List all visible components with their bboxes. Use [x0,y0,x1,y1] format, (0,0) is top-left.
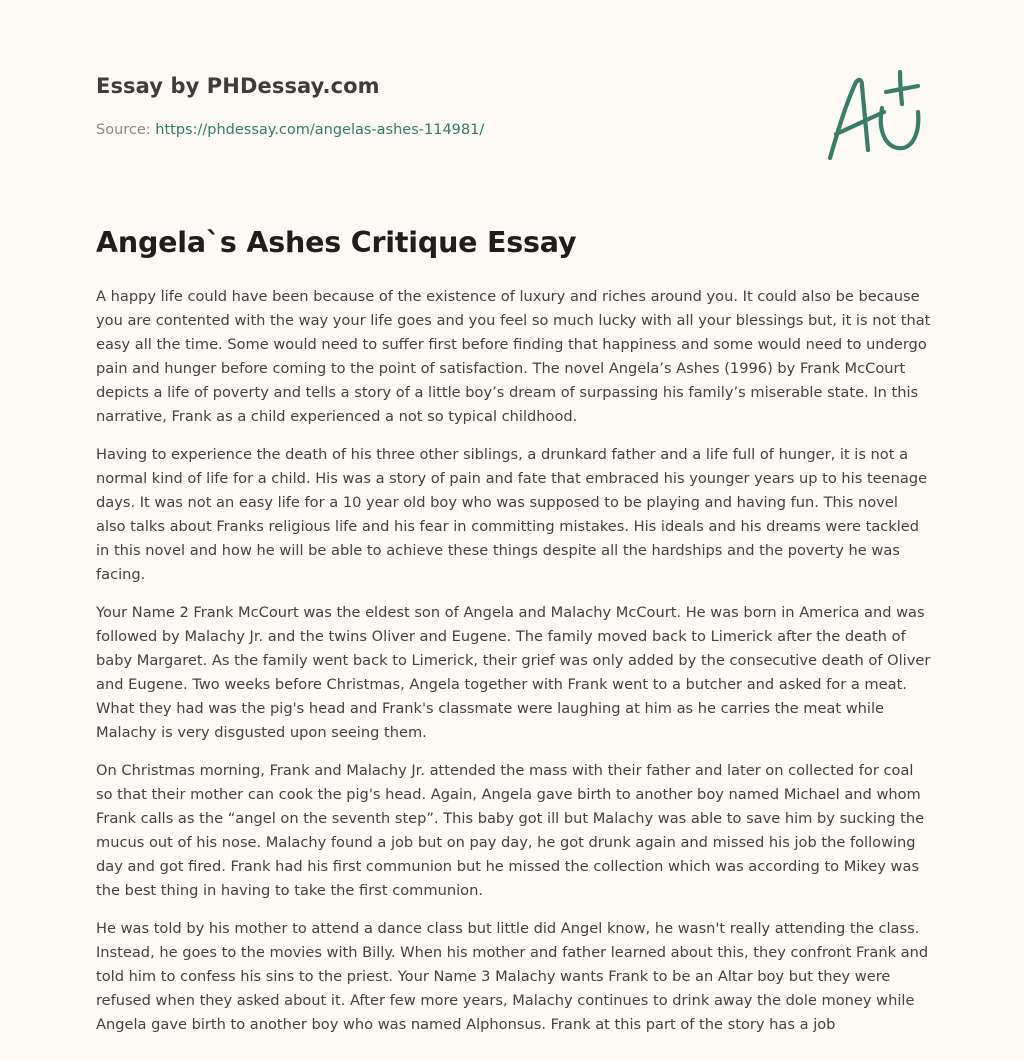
essay-title: Angela`s Ashes Critique Essay [96,226,577,259]
a-plus-grade-icon [822,68,926,164]
essay-paragraph: Having to experience the death of his three other siblings, a drunkard father and a life full of hunger, it is not a normal kind of life for a child. His was a story of pain and fate that embraced his younger years up to his teenage days. It was not an easy life for a 10 year old boy who was supposed to be playing and having fun. This novel also talks about Franks religious life and his fear in committing mistakes. His ideals and his dreams were tackled in this novel and how he will be able to achieve these things despite all the hardships and the poverty he was facing. [96,446,928,583]
source-link[interactable]: https://phdessay.com/angelas-ashes-114981/ [155,122,485,138]
essay-paragraph: Your Name 2 Frank McCourt was the eldest son of Angela and Malachy McCourt. He was born in America and was followed by Malachy Jr. and the twins Oliver and Eugene. The family moved back to Limerick after the death of baby Margaret. As the family went back to Limerick, their grief was only added by the consecutive death of Oliver and Eugene. Two weeks before Christmas, Angela together with Frank went to a butcher and asked for a meat. What they had was the pig's head and Frank's classmate were laughing at him as he carries the meat while Malachy is very disgusted upon seeing them. [96,604,931,741]
source-line [96,122,936,138]
essay-paragraph: On Christmas morning, Frank and Malachy Jr. attended the mass with their father and later on collected for coal so that their mother can cook the pig's head. Again, Angela gave birth to another boy named Michael and whom Frank calls as the “angel on the seventh step”. This baby got ill but Malachy was able to save him by sucking the mucus out of his nose. Malachy found a job but on pay day, he got drunk again and missed his job the following day and got fired. Frank had his first communion but he missed the collection which was according to Mikey was the best thing in having to take the first communion. [96,762,925,899]
essay-body [96,285,932,1051]
source-label: Source: [96,122,156,138]
essay-paragraph: A happy life could have been because of the existence of luxury and riches around you. It could also be because you are contented with the way your life goes and you feel so much lucky with all your blessings but, it is not that easy all the time. Some would need to suffer first before finding that happiness and some would need to undergo pain and hunger before coming to the point of satisfaction. The novel Angela’s Ashes (1996) by Frank McCourt depicts a life of poverty and tells a story of a little boy’s dream of surpassing his family’s miserable state. In this narrative, Frank as a child experienced a not so typical childhood. [96,288,931,425]
essay-paragraph: He was told by his mother to attend a dance class but little did Angel know, he wasn't really attending the class. Instead, he goes to the movies with Billy. When his mother and father learned about this, they confront Frank and told him to confess his sins to the priest. Your Name 3 Malachy wants Frank to be an Altar boy but they were refused when they asked about it. After few more years, Malachy continues to drink away the dole money while Angela gave birth to another boy who was named Alphonsus. Frank at this part of the story has a job [96,920,929,1033]
site-brand: Essay by PHDessay.com [96,74,380,98]
essay-header [96,74,936,138]
